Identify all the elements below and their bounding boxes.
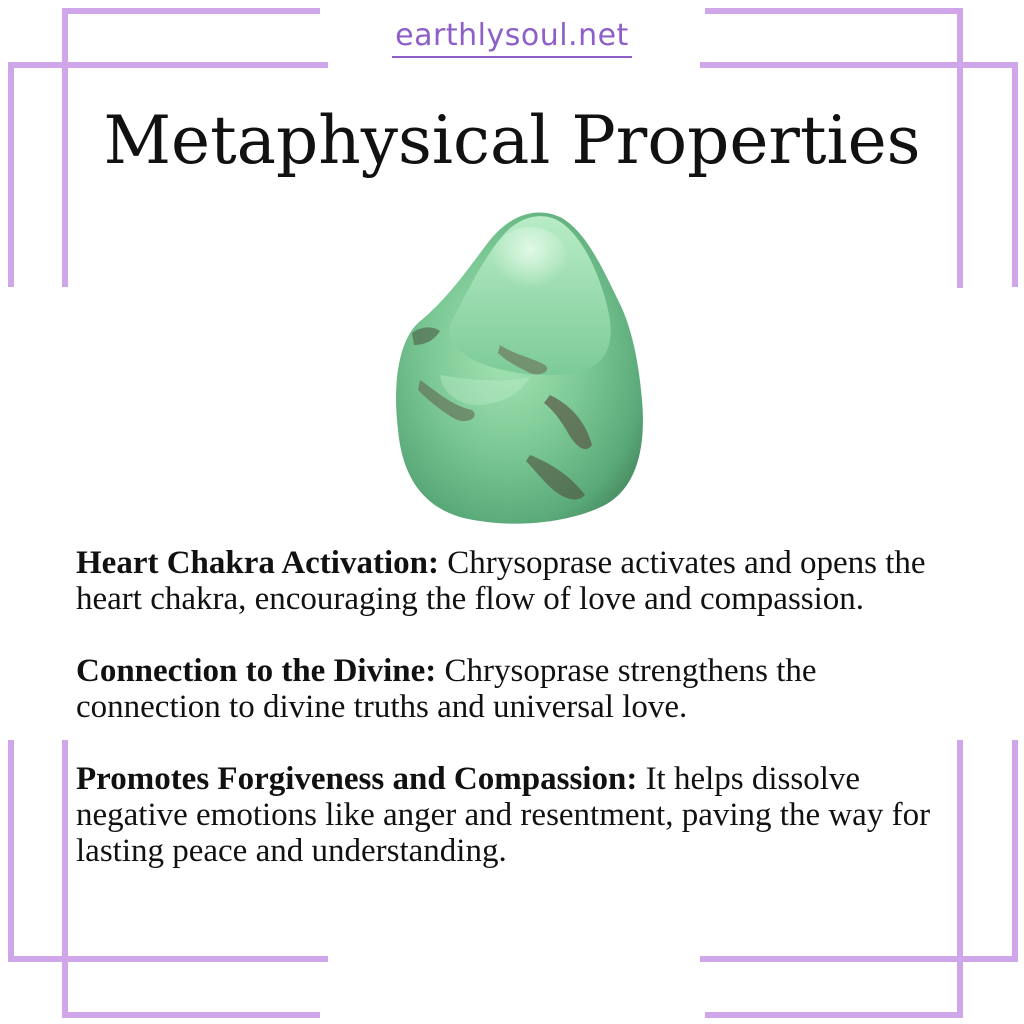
- property-heading: Connection to the Divine:: [76, 653, 437, 689]
- property-divine-connection: [76, 653, 956, 725]
- property-heart-chakra: [76, 545, 956, 617]
- frame-top-right-horizontal: [705, 8, 963, 14]
- property-text: Chrysoprase strengthens the connection to divine truths and universal love.: [76, 653, 817, 725]
- property-text: Chrysoprase activates and opens the heart chakra, encouraging the flow of love and compassion.: [76, 545, 926, 617]
- property-heading: Promotes Forgiveness and Compassion:: [76, 761, 638, 797]
- frame-bottom-left-horizontal-2: [62, 1012, 320, 1018]
- frame-top-left-horizontal-2: [8, 62, 328, 68]
- frame-bottom-left-vertical-2: [62, 740, 68, 1018]
- property-forgiveness: [76, 761, 956, 869]
- site-logo-underline: [392, 56, 632, 58]
- frame-bottom-right-vertical-2: [1012, 740, 1018, 962]
- frame-bottom-left-vertical: [8, 740, 14, 962]
- frame-bottom-right-horizontal: [700, 956, 1018, 962]
- frame-top-left-horizontal: [62, 8, 320, 14]
- page-title: Metaphysical Properties: [103, 102, 921, 179]
- frame-bottom-right-vertical: [957, 740, 963, 1018]
- frame-bottom-right-horizontal-2: [705, 1012, 963, 1018]
- chrysoprase-stone-image: [380, 205, 650, 530]
- frame-top-right-horizontal-2: [700, 62, 1018, 68]
- frame-bottom-left-horizontal: [8, 956, 328, 962]
- site-logo: earthlysoul.net: [395, 18, 629, 53]
- property-heading: Heart Chakra Activation:: [76, 545, 439, 581]
- property-text: It helps dissolve negative emotions like anger and resentment, paving the way for lasting peace and understanding.: [76, 761, 931, 869]
- properties-list: [76, 545, 956, 905]
